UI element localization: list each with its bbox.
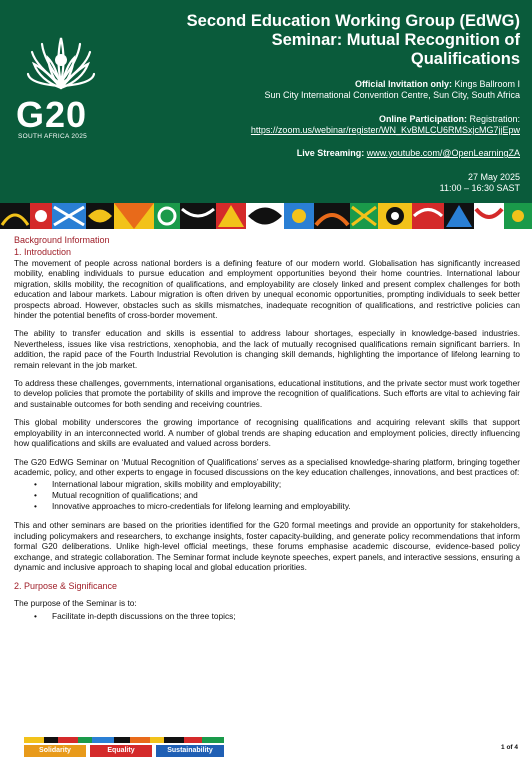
sustainability-tag: Sustainability [156, 745, 224, 757]
event-date: 27 May 2025 [467, 172, 520, 182]
logo-subtitle: SOUTH AFRICA 2025 [18, 133, 88, 140]
pattern-graphic [0, 203, 532, 229]
g20-logo [12, 30, 112, 145]
page-number: 1 of 4 [501, 744, 518, 751]
online-participation: Online Participation: Registration: https://zoom.us/webinar/register/WN_KvBMLCU6RMSxjcMG7jjEpw [120, 114, 520, 136]
youtube-link[interactable]: www.youtube.com/@OpenLearningZA [366, 148, 520, 158]
official-invitation: Official Invitation only: Kings Ballroom I Sun City International Convention Centre, Sun City, South Africa [264, 79, 520, 100]
paragraph-2: The ability to transfer education and skills is essential to address labour shortages, especially in knowledge-based industries. Nevertheless, issues like visa restrictions, xenophobia, and the lack of mutually recognised qualifications remain significant barriers. In addition, the rapid pace of the Fourth Industrial Revolution is changing skill demands, highlighting the importance of lifelong learning to remain relevant in the job market. [14, 328, 520, 370]
purpose-intro: The purpose of the Seminar is to: [14, 598, 137, 609]
protea-flower-icon [26, 30, 96, 94]
equality-tag: Equality [90, 745, 152, 757]
decorative-pattern-band [0, 203, 532, 229]
footer-pattern-strip [24, 737, 224, 743]
list-item: • Innovative approaches to micro-credentials for lifelong learning and employability. [34, 501, 520, 512]
paragraph-4: This global mobility underscores the growing importance of recognising qualifications and acquiring relevant skills that support employability in an interconnected world. A number of global trends are shaping education and employment policies, directly influencing how qualifications and skills are evaluated and valued across borders. [14, 417, 520, 449]
paragraph-1: The movement of people across national borders is a defining feature of our modern world. Globalisation has significantly increased mobility, enabling individuals to pursue education and employment opportunities beyond their home countries. International labour migration, skills mobility, the recognition of qualifications, and employability are closely linked and present complex challenges for both education and labour markets. Labour migration is often driven by unequal economic opportunities, prompting individuals to seek better prospects abroad. However, obstacles such as skills mismatches, inadequate recognition of qualifications, and restrictive policies can hinder the potential benefits of cross-border movement. [14, 258, 520, 321]
paragraph-5: The G20 EdWG Seminar on ‘Mutual Recognition of Qualifications’ serves as a specialised knowledge-sharing platform, bringing together academic, policy, and other experts to engage in focused discussions on the key education challenges, innovations, and best practices of: [14, 456, 520, 477]
list-item: • International labour migration, skills mobility and employability; [34, 479, 520, 490]
event-time: 11:00 – 16:30 SAST [439, 183, 520, 193]
section-title: Background Information [14, 235, 110, 245]
logo-wordmark: G20 [16, 94, 88, 135]
paragraph-6: This and other seminars are based on the priorities identified for the G20 formal meetings and provide an opportunity for stakeholders, including policymakers and researchers, to exchange insights, foster capacity-building, and generate policy recommendations that inform formal G20 deliberations. Unlike high-level official meetings, these forums emphasise academic discourse, evidence-based policy exchange, and strategic collaboration. The Seminar format include keynote speeches, expert panels, and interactive sessions, ensuring a dynamic and inclusive approach to shaping local and global education priorities. [14, 520, 520, 572]
live-streaming: Live Streaming: www.youtube.com/@OpenLearningZA [296, 148, 520, 158]
zoom-registration-link[interactable]: https://zoom.us/webinar/register/WN_KvBMLCU6RMSxjcMG7jjEpw [250, 125, 520, 135]
list-item: • Facilitate in-depth discussions on the three topics; [34, 611, 520, 622]
purpose-list [34, 611, 520, 622]
document-body [14, 234, 520, 630]
list-item: • Mutual recognition of qualifications; and [34, 490, 520, 501]
event-datetime [120, 172, 520, 194]
footer-values [24, 737, 224, 759]
topics-list [34, 479, 520, 512]
page-title: Second Education Working Group (EdWG) Seminar: Mutual Recognition of Qualifications [186, 12, 520, 68]
intro-heading: 1. Introduction [14, 247, 72, 257]
purpose-heading: 2. Purpose & Significance [14, 581, 118, 592]
header-banner [0, 0, 532, 203]
solidarity-tag: Solidarity [24, 745, 86, 757]
paragraph-3: To address these challenges, governments, international organisations, educational institutions, and the private sector must work together to develop policies that promote the portability of skills and improve the recognition of qualifications. Such efforts are vital to achieving fair and sustainable outcomes for both sending and receiving countries. [14, 378, 520, 409]
